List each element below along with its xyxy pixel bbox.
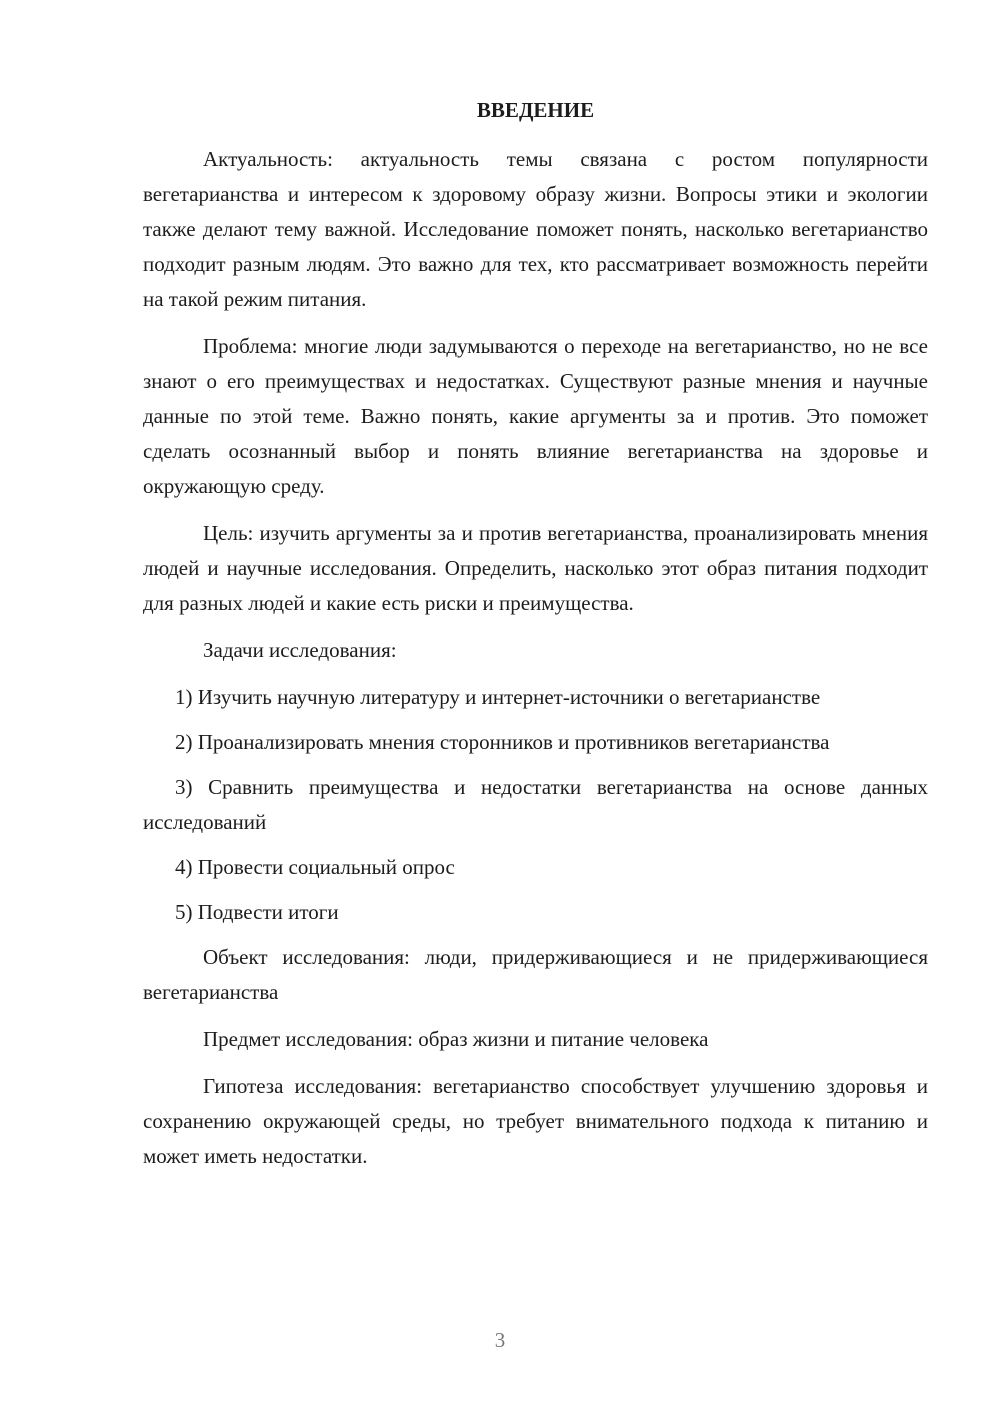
subject-paragraph: Предмет исследования: образ жизни и питание человека (203, 1027, 709, 1051)
page-title: ВВЕДЕНИЕ (476, 98, 595, 122)
document-body (143, 142, 928, 1184)
goal-paragraph: Цель: изучить аргументы за и против вегетарианства, проанализировать мнения людей и научные исследования. Определить, насколько этот образ питания подходит для разных людей и какие есть риски и преимущества. (143, 521, 928, 615)
relevance-paragraph: Актуальность: актуальность темы связана с ростом популярности вегетарианства и интересом к здоровому образу жизни. Вопросы этики и экологии также делают тему важной. Исследование поможет понять, насколько вегетарианство подходит разным людям. Это важно для тех, кто рассматривает возможность перейти на такой режим питания. (143, 147, 928, 311)
task-item: 4) Провести социальный опрос (175, 855, 455, 879)
task-item: 5) Подвести итоги (175, 900, 339, 924)
problem-paragraph: Проблема: многие люди задумываются о переходе на вегетарианство, но не все знают о его преимуществах и недостатках. Существуют разные мнения и научные данные по этой теме. Важно понять, какие аргументы за и против. Это поможет сделать осознанный выбор и понять влияние вегетарианства на здоровье и окружающую среду. (143, 334, 928, 498)
task-item: 1) Изучить научную литературу и интернет-источники о вегетарианстве (175, 685, 821, 709)
tasks-heading: Задачи исследования: (203, 638, 397, 662)
page-number: 3 (494, 1328, 506, 1352)
task-item: 2) Проанализировать мнения сторонников и противников вегетарианства (175, 730, 830, 754)
object-paragraph: Объект исследования: люди, придерживающиеся и не придерживающиеся вегетарианства (143, 945, 928, 1004)
task-item: 3) Сравнить преимущества и недостатки вегетарианства на основе данных исследований (143, 775, 928, 834)
hypothesis-paragraph: Гипотеза исследования: вегетарианство способствует улучшению здоровья и сохранению окружающей среды, но требует внимательного подхода к питанию и может иметь недостатки. (143, 1074, 928, 1168)
